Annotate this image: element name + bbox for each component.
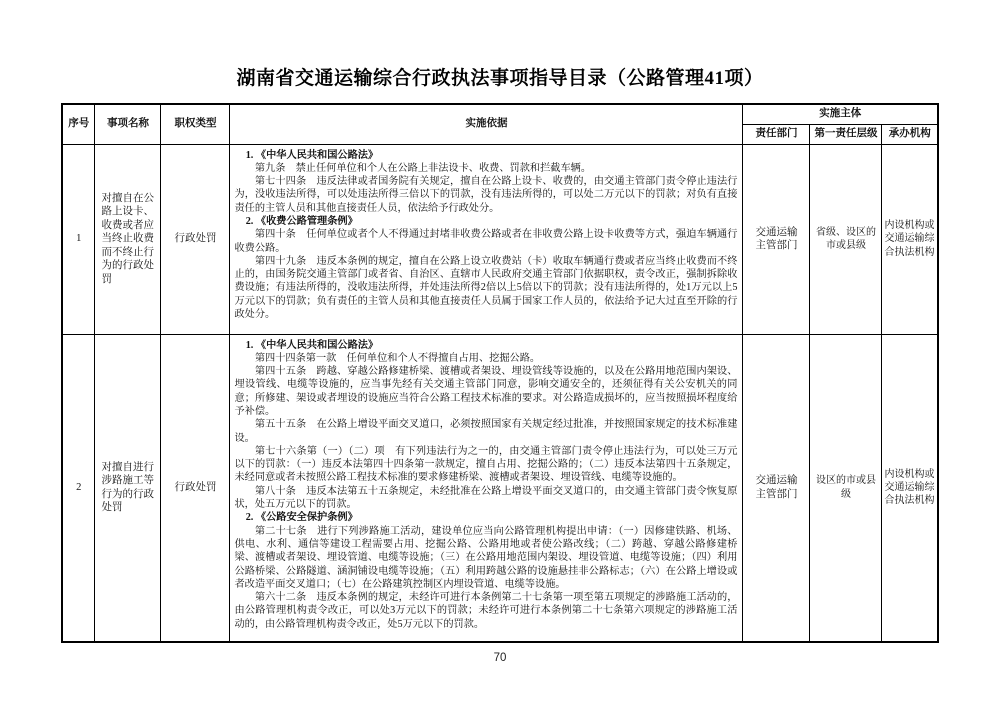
- law-paragraph: 第七十六条第（一）（二）项 有下列违法行为之一的，由交通主管部门责令停止违法行为，可以处三万元以下的罚款：（一）违反本法第四十四条第一款规定，擅自占用、挖掘公路的；（二）违反本法第四十五条规定，未经同意或者未按照公路工程技术标准的要求修建桥梁、渡槽或者架设、埋设管线、电缆等设施的。: [234, 445, 738, 484]
- law-title: 1. 《中华人民共和国公路法》: [245, 149, 379, 161]
- header-col-authority-type: 职权类型: [161, 104, 230, 144]
- law-paragraph: 第四十五条 跨越、穿越公路修建桥梁、渡槽或者架设、埋设管线等设施的，以及在公路用地范围内架设、埋设管线、电缆等设施的，应当事先经有关交通主管部门同意，影响交通安全的，还须征得有关公安机关的同意；所修建、架设或者埋设的设施应当符合公路工程技术标准的要求。对公路造成损坏的，应当按照损坏程度给予补偿。: [234, 366, 738, 417]
- law-paragraph: 第四十九条 违反本条例的规定，擅自在公路上设立收费站（卡）收取车辆通行费或者应当终止收费而不终止的，由国务院交通主管部门或者省、自治区、直辖市人民政府交通主管部门依据职权，责令改正，强制拆除收费设施；有违法所得的，没收违法所得，并处违法所得2倍以上5倍以下的罚款；没有违法所得的，处1万元以上5万元以下的罚款；负有责任的主管人员和其他直接责任人员属于国家工作人员的，依法给予记大过直至开除的行政处分。: [234, 255, 738, 321]
- table-row: [62, 144, 938, 334]
- agency-cell: 内设机构或交通运输综合执法机构: [882, 144, 938, 334]
- header-col-department: 责任部门: [743, 124, 810, 144]
- table-header: [62, 104, 938, 144]
- law-paragraph: 第四十四条第一款 任何单位和个人不得擅自占用、挖掘公路。: [254, 352, 541, 364]
- header-col-level: 第一责任层级: [810, 124, 882, 144]
- row-number-cell: 1: [62, 144, 95, 334]
- header-col-item-name: 事项名称: [95, 104, 161, 144]
- header-col-no: 序号: [62, 104, 95, 144]
- header-col-basis: 实施依据: [230, 104, 743, 144]
- level-cell: 省级、设区的市或县级: [810, 144, 882, 334]
- basis-cell: [230, 334, 743, 642]
- table-body: [62, 144, 938, 642]
- law-paragraph: 第二十七条 进行下列涉路施工活动，建设单位应当向公路管理机构提出申请：（一）因修建铁路、机场、供电、水利、通信等建设工程需要占用、挖掘公路、公路用地或者使公路改线；（二）跨越、穿越公路修建桥梁、渡槽或者架设、埋设管道、电缆等设施；（三）在公路用地范围内架设、埋设管道、电缆等设施；（四）利用公路桥梁、公路隧道、涵洞铺设电缆等设施；（五）利用跨越公路的设施悬挂非公路标志；（六）在公路上增设或者改造平面交叉道口；（七）在公路建筑控制区内埋设管道、电缆等设施。: [234, 525, 738, 590]
- authority-type-cell: 行政处罚: [161, 334, 230, 642]
- department-cell: 交通运输主管部门: [743, 334, 810, 642]
- header-col-agency: 承办机构: [882, 124, 938, 144]
- law-paragraph: 第六十二条 违反本条例的规定，未经许可进行本条例第二十七条第一项至第五项规定的涉路施工活动的，由公路管理机构责令改正，可以处3万元以下的罚款；未经许可进行本条例第二十七条第六项规定的涉路施工活动的，由公路管理机构责令改正，处5万元以下的罚款。: [234, 592, 738, 630]
- page-number: 70: [493, 652, 507, 664]
- item-name-cell: 对擅自在公路上设卡、收费或者应当终止收费而不终止行为的行政处罚: [95, 144, 161, 334]
- law-title: 2. 《公路安全保护条例》: [245, 512, 358, 524]
- department-cell: 交通运输主管部门: [743, 144, 810, 334]
- law-paragraph: 第七十四条 违反法律或者国务院有关规定，擅自在公路上设卡、收费的，由交通主管部门责令停止违法行为，没收违法所得，可以处违法所得三倍以下的罚款，没有违法所得的，可以处二万元以下的罚款；对负有直接责任的主管人员和其他直接责任人员，依法给予行政处分。: [234, 176, 738, 214]
- table-row: [62, 334, 938, 642]
- directory-table: [61, 103, 939, 643]
- law-paragraph: 第五十五条 在公路上增设平面交叉道口，必须按照国家有关规定经过批准，并按照国家规定的技术标准建设。: [234, 419, 738, 444]
- level-cell: 设区的市或县级: [810, 334, 882, 642]
- header-col-subject-group: 实施主体: [743, 104, 938, 124]
- law-title: 2. 《收费公路管理条例》: [245, 215, 358, 227]
- agency-cell: 内设机构或交通运输综合执法机构: [882, 334, 938, 642]
- basis-cell: [230, 144, 743, 334]
- item-name-cell: 对擅自进行涉路施工等行为的行政处罚: [95, 334, 161, 642]
- law-title: 1. 《中华人民共和国公路法》: [245, 339, 379, 351]
- law-paragraph: 第八十条 违反本法第五十五条规定，未经批准在公路上增设平面交叉道口的，由交通主管部门责令恢复原状，处五万元以下的罚款。: [234, 485, 738, 511]
- law-paragraph: 第九条 禁止任何单位和个人在公路上非法设卡、收费、罚款和拦截车辆。: [254, 162, 592, 174]
- authority-type-cell: 行政处罚: [161, 144, 230, 334]
- page-title: 湖南省交通运输综合行政执法事项指导目录（公路管理41项）: [236, 68, 764, 89]
- law-paragraph: 第四十条 任何单位或者个人不得通过封堵非收费公路或者在非收费公路上设卡收费等方式，强迫车辆通行收费公路。: [234, 229, 738, 254]
- row-number-cell: 2: [62, 334, 95, 642]
